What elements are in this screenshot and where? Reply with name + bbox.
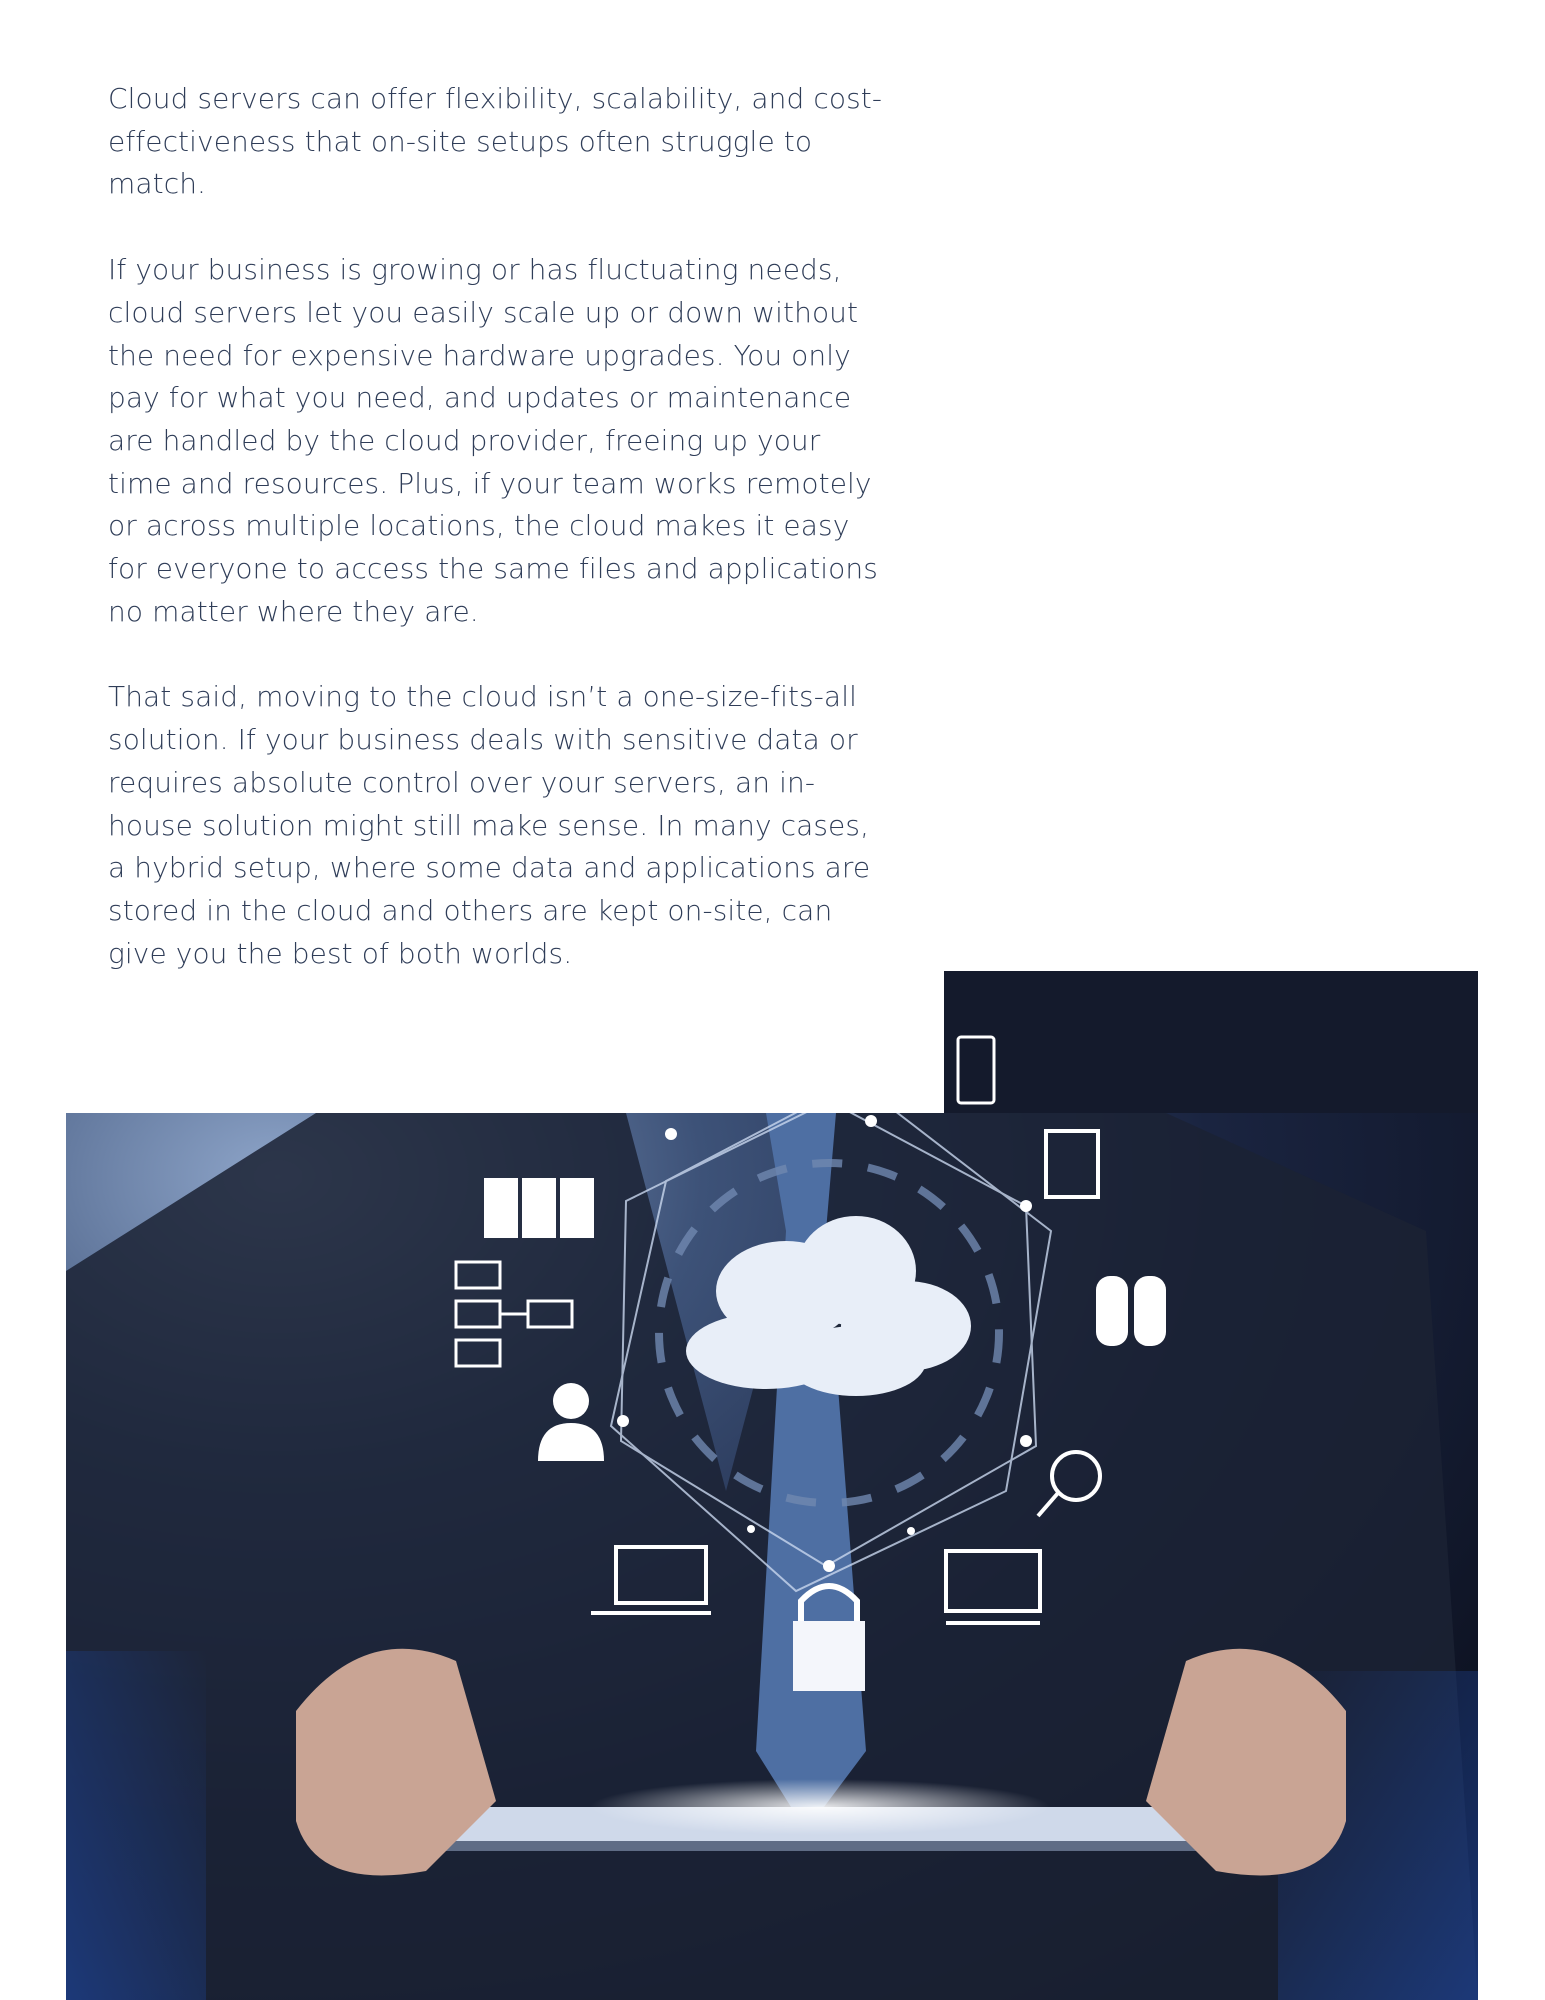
- cloud-illustration: [66, 971, 1478, 2000]
- cloud-computing-photo: [66, 971, 1478, 2000]
- article-text: [108, 78, 888, 1018]
- paragraph-3: That said, moving to the cloud isn’t a one-size-fits-all solution. If your business deals with sensitive data or requires absolute control over your servers, an in-house solution might still make sense. In many cases, a hybrid setup, where some data and applications are stored in the cloud and others are kept on-site, can give you the best of both worlds.: [108, 680, 871, 970]
- server-rack-icon: [484, 1178, 594, 1238]
- paragraph-2: If your business is growing or has fluctuating needs, cloud servers let you easily scale up or down without the need for expensive hardware upgrades. You only pay for what you need, and updates or maintenance are handled by the cloud provider, freeing up your time and resources. Plus, if your team works remotely or across multiple locations, the cloud makes it easy for everyone to access the same files and applications no matter where they are.: [108, 253, 878, 628]
- photo-notch: [66, 971, 944, 1113]
- paragraph-1: Cloud servers can offer flexibility, scalability, and cost-effectiveness that on-site setups often struggle to match.: [108, 82, 883, 201]
